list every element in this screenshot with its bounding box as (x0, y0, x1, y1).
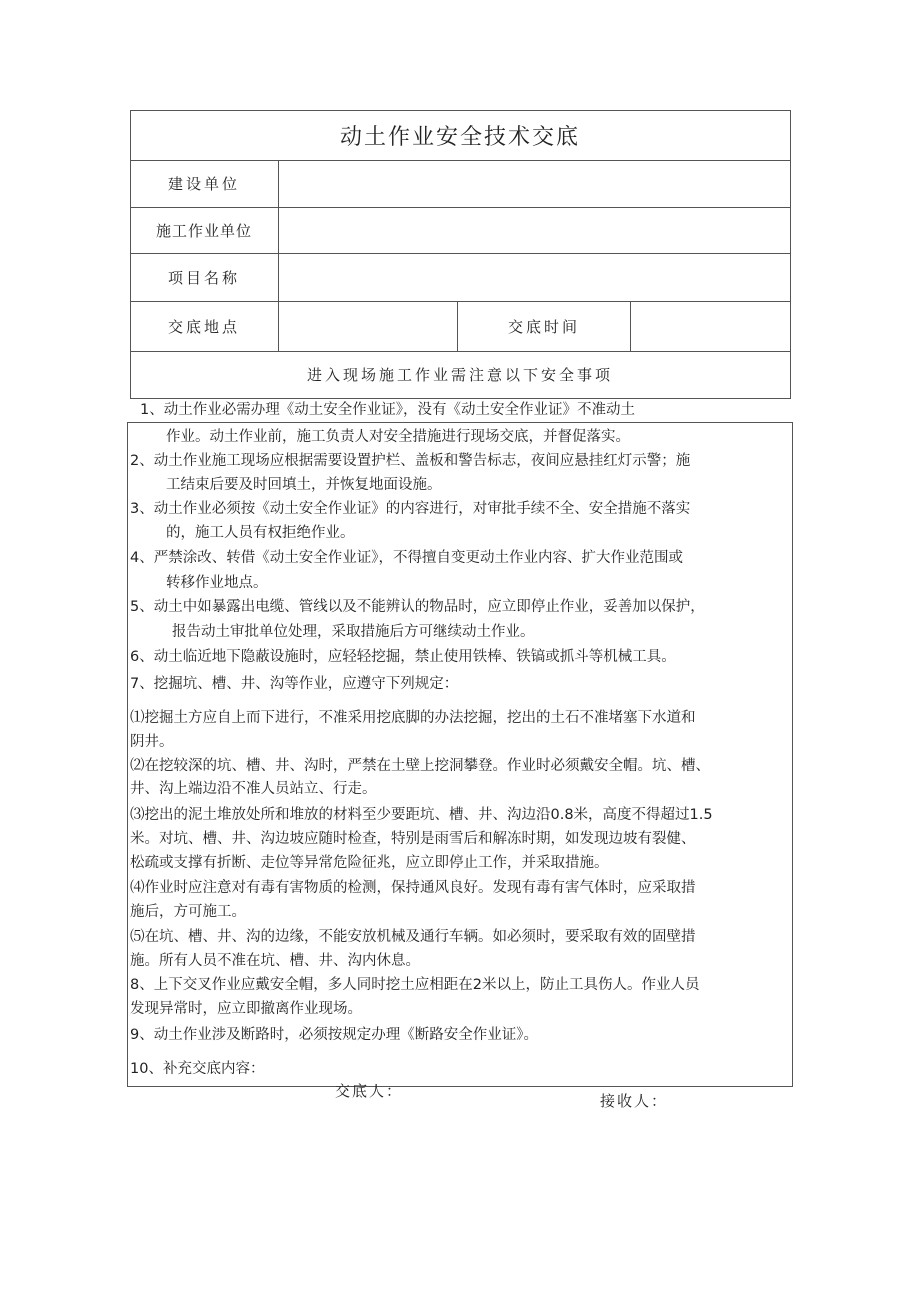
briefer-signature-label: 交底人： (335, 1082, 404, 1100)
item-9: 9、动土作业涉及断路时，必须按规定办理《断路安全作业证》。 (130, 1027, 538, 1043)
sub-item-1-line-2: 阴井。 (130, 734, 174, 750)
item-8-line-1: 8、上下交叉作业应戴安全帽，多人同时挖土应相距在2米以上，防止工具伤人。作业人员 (130, 977, 700, 993)
item-1-line-1: 1、动土作业必需办理《动土安全作业证》，没有《动土安全作业证》不准动土 (140, 402, 635, 418)
item-5-line-1: 5、动土中如暴露出电缆、管线以及不能辨认的物品时，应立即停止作业，妥善加以保护， (130, 599, 705, 615)
sub-item-2-line-2: 井、沟上端边沿不准人员站立、行走。 (130, 781, 377, 797)
work-unit-label: 施工作业单位 (155, 221, 252, 240)
item-6: 6、动土临近地下隐蔽设施时，应轻轻挖掘，禁止使用铁棒、铁镐或抓斗等机械工具。 (130, 649, 676, 665)
sub-item-3-line-1: ⑶挖出的泥土堆放处所和堆放的材料至少要距坑、槽、井、沟边沿0.8米，高度不得超过1.5 (130, 807, 713, 823)
content-box-bottom-border (127, 1086, 793, 1087)
sub-item-4-line-2: 施后，方可施工。 (130, 904, 246, 920)
briefing-place-field[interactable] (279, 302, 456, 350)
form-title: 动土作业安全技术交底 (339, 124, 580, 150)
item-2-line-2: 工结束后要及时回填土，并恢复地面设施。 (166, 477, 442, 493)
work-unit-field[interactable] (279, 208, 789, 252)
table-right-border (790, 110, 791, 399)
item-10: 10、补充交底内容： (130, 1061, 265, 1077)
safety-notice-heading: 进入现场施工作业需注意以下安全事项 (306, 366, 613, 384)
sub-item-5-line-2: 施。所有人员不准在坑、槽、井、沟内休息。 (130, 953, 420, 969)
sub-item-5-line-1: ⑸在坑、槽、井、沟的边缘，不能安放机械及通行车辆。如必须时，要采取有效的固壁措 (130, 929, 696, 945)
item-3-line-2: 的，施工人员有权拒绝作业。 (166, 525, 355, 541)
briefing-time-label: 交底时间 (507, 317, 580, 336)
content-box-right-border (792, 422, 793, 1087)
sub-item-1-line-1: ⑴挖掘土方应自上而下进行，不准采用挖底脚的办法挖掘，挖出的土石不准堵塞下水道和 (130, 710, 696, 726)
briefing-place-label: 交底地点 (167, 317, 240, 336)
item-7: 7、挖掘坑、槽、井、沟等作业，应遵守下列规定： (130, 676, 459, 692)
item-8-line-2: 发现异常时，应立即撤离作业现场。 (130, 1001, 362, 1017)
briefing-time-field[interactable] (631, 302, 789, 350)
sub-item-3-line-3: 松疏或支撑有折断、走位等异常危险征兆，应立即停止工作，并采取措施。 (130, 855, 609, 871)
item-5-line-2: 报告动土审批单位处理，采取措施后方可继续动土作业。 (172, 624, 535, 640)
construction-unit-label: 建设单位 (167, 175, 240, 193)
item-1-line-2: 作业。动土作业前，施工负责人对安全措施进行现场交底，并督促落实。 (166, 429, 630, 445)
item-4-line-1: 4、严禁涂改、转借《动土安全作业证》，不得擅自变更动土作业内容、扩大作业范围或 (130, 550, 683, 566)
project-name-label: 项目名称 (167, 268, 240, 287)
sub-item-2-line-1: ⑵在挖较深的坑、槽、井、沟时，严禁在土壁上挖洞攀登。作业时必须戴安全帽。坑、槽、 (130, 758, 710, 774)
construction-unit-field[interactable] (279, 161, 789, 206)
item-3-line-1: 3、动土作业必须按《动土安全作业证》的内容进行，对审批手续不全、安全措施不落实 (130, 501, 691, 517)
content-box-left-border (127, 422, 128, 1087)
project-name-field[interactable] (279, 254, 789, 300)
sub-item-3-line-2: 米。对坑、槽、井、沟边坡应随时检查，特别是雨雪后和解冻时期，如发现边坡有裂健、 (130, 831, 696, 847)
receiver-signature-label: 接收人： (600, 1092, 669, 1110)
sub-item-4-line-1: ⑷作业时应注意对有毒有害物质的检测，保持通风良好。发现有毒有害气体时，应采取措 (130, 880, 696, 896)
item-4-line-2: 转移作业地点。 (166, 575, 268, 591)
item-2-line-1: 2、动土作业施工现场应根据需要设置护栏、盖板和警告标志，夜间应悬挂红灯示警；施 (130, 453, 691, 469)
